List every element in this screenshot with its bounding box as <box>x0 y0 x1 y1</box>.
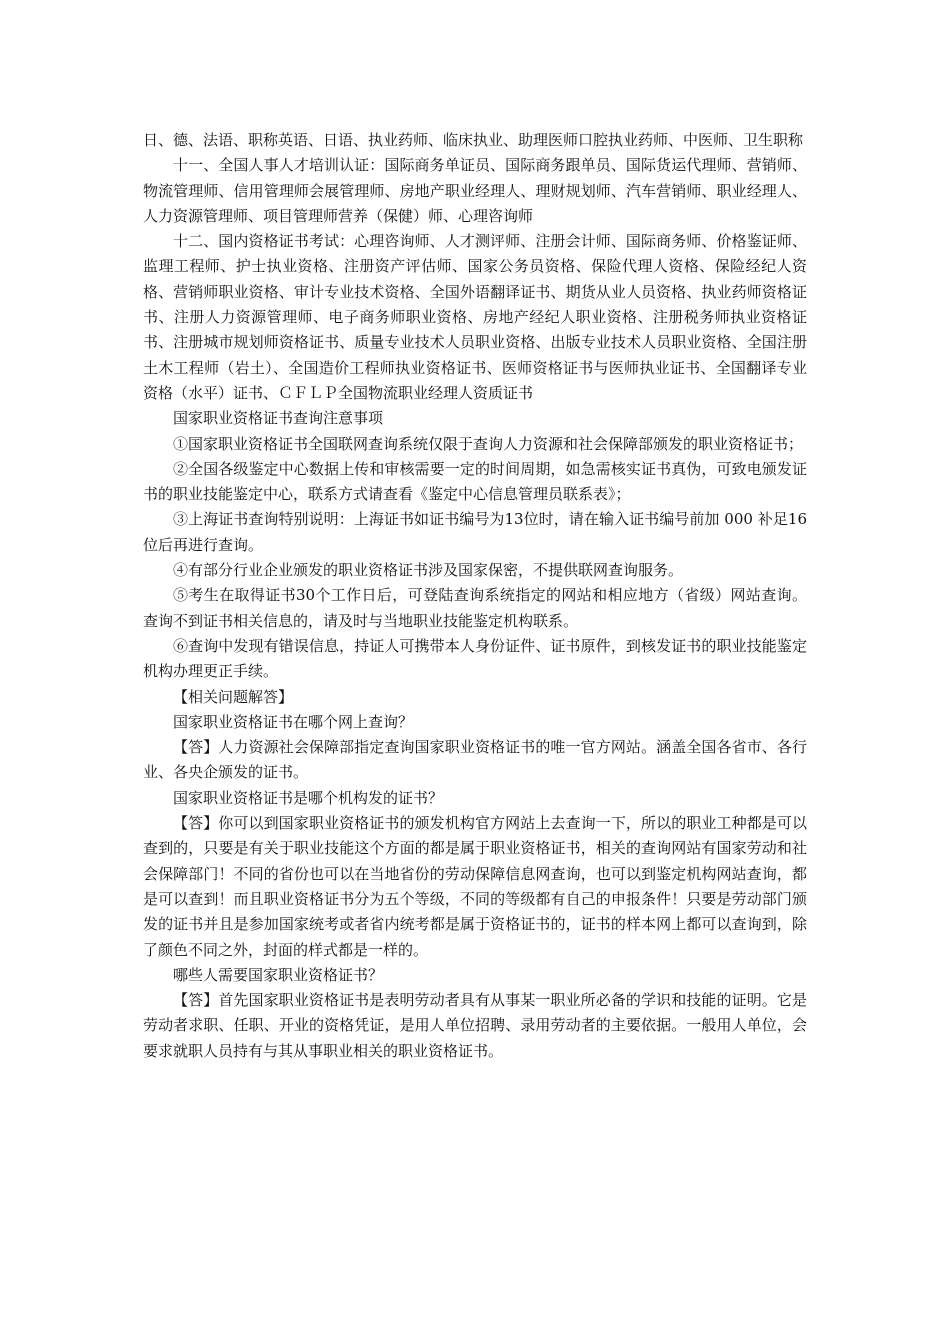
notice-item-3: ③上海证书查询特别说明：上海证书如证书编号为13位时，请在输入证书编号前加 000 补足16位后再进行查询。 <box>143 510 807 554</box>
notice-item-1: ①国家职业资格证书全国联网查询系统仅限于查询人力资源和社会保障部颁发的职业资格证书； <box>173 434 804 453</box>
notice-item-2: ②全国各级鉴定中心数据上传和审核需要一定的时间周期，如急需核实证书真伪，可致电颁发证书的职业技能鉴定中心，联系方式请查看《鉴定中心信息管理员联系表》； <box>143 459 807 504</box>
faq-answer-3: 【答】首先国家职业资格证书是表明劳动者具有从事某一职业所必备的学识和技能的证明。它是劳动者求职、任职、开业的资格凭证，是用人单位招聘、录用劳动者的主要依据。一般用人单位，会要求就职人员持有与其从事职业相关的职业资格证书。 <box>143 991 807 1060</box>
notice-heading: 国家职业资格证书查询注意事项 <box>173 409 384 428</box>
paragraph-continued-exam-list: 日、德、法语、职称英语、日语、执业药师、临床执业、助理医师口腔执业药师、中医师、卫生职称 <box>143 131 804 149</box>
paragraph-section-12: 十二、国内资格证书考试：心理咨询师、人才测评师、注册会计师、国际商务师、价格鉴证师、监理工程师、护士执业资格、注册资产评估师、国家公务员资格、保险代理人资格、保险经纪人资格、营销师职业资格、审计专业技术资格、全国外语翻译证书、期货从业人员资格、执业药师资格证书、注册人力资源管理师、电子商务师职业资格、房地产经纪人职业资格、注册税务师执业资格证书、注册城市规划师资格证书、质量专业技术人员职业资格、出版专业技术人员职业资格、全国注册土木工程师（岩土）、全国造价工程师执业资格证书、医师资格证书与医师执业证书、全国翻译专业资格（水平）证书、ＣＦＬＰ全国物流职业经理人资质证书 <box>143 232 807 402</box>
notice-item-5: ⑤考生在取得证书30个工作日后，可登陆查询系统指定的网站和相应地方（省级）网站查询。查询不到证书相关信息的，请及时与当地职业技能鉴定机构联系。 <box>143 586 807 630</box>
paragraph-section-11: 十一、全国人事人才培训认证：国际商务单证员、国际商务跟单员、国际货运代理师、营销师、物流管理师、信用管理师会展管理师、房地产职业经理人、理财规划师、汽车营销师、职业经理人、人力资源管理师、项目管理师营养（保健）师、心理咨询师 <box>143 156 807 225</box>
notice-item-6: ⑥查询中发现有错误信息，持证人可携带本人身份证件、证书原件，到核发证书的职业技能鉴定机构办理更正手续。 <box>143 636 807 681</box>
document-body <box>143 128 807 1064</box>
faq-answer-1: 【答】人力资源社会保障部指定查询国家职业资格证书的唯一官方网站。涵盖全国各省市、各行业、各央企颁发的证书。 <box>143 738 807 782</box>
notice-item-4: ④有部分行业企业颁发的职业资格证书涉及国家保密，不提供联网查询服务。 <box>173 561 684 580</box>
faq-question-3: 哪些人需要国家职业资格证书？ <box>173 965 384 984</box>
faq-answer-2: 【答】你可以到国家职业资格证书的颁发机构官方网站上去查询一下，所以的职业工种都是可以查到的，只要是有关于职业技能这个方面的都是属于职业资格证书，相关的查询网站有国家劳动和社会保障部门！不同的省份也可以在当地省份的劳动保障信息网查询，也可以到鉴定机构网站查询，都是可以查到！而且职业资格证书分为五个等级，不同的等级都有自己的申报条件！只要是劳动部门颁发的证书并且是参加国家统考或者省内统考都是属于资格证书的，证书的样本网上都可以查询到，除了颜色不同之外，封面的样式都是一样的。 <box>143 814 807 959</box>
faq-heading: 【相关问题解答】 <box>173 687 294 706</box>
faq-question-2: 国家职业资格证书是哪个机构发的证书？ <box>173 788 444 807</box>
faq-question-1: 国家职业资格证书在哪个网上查询？ <box>173 712 414 731</box>
